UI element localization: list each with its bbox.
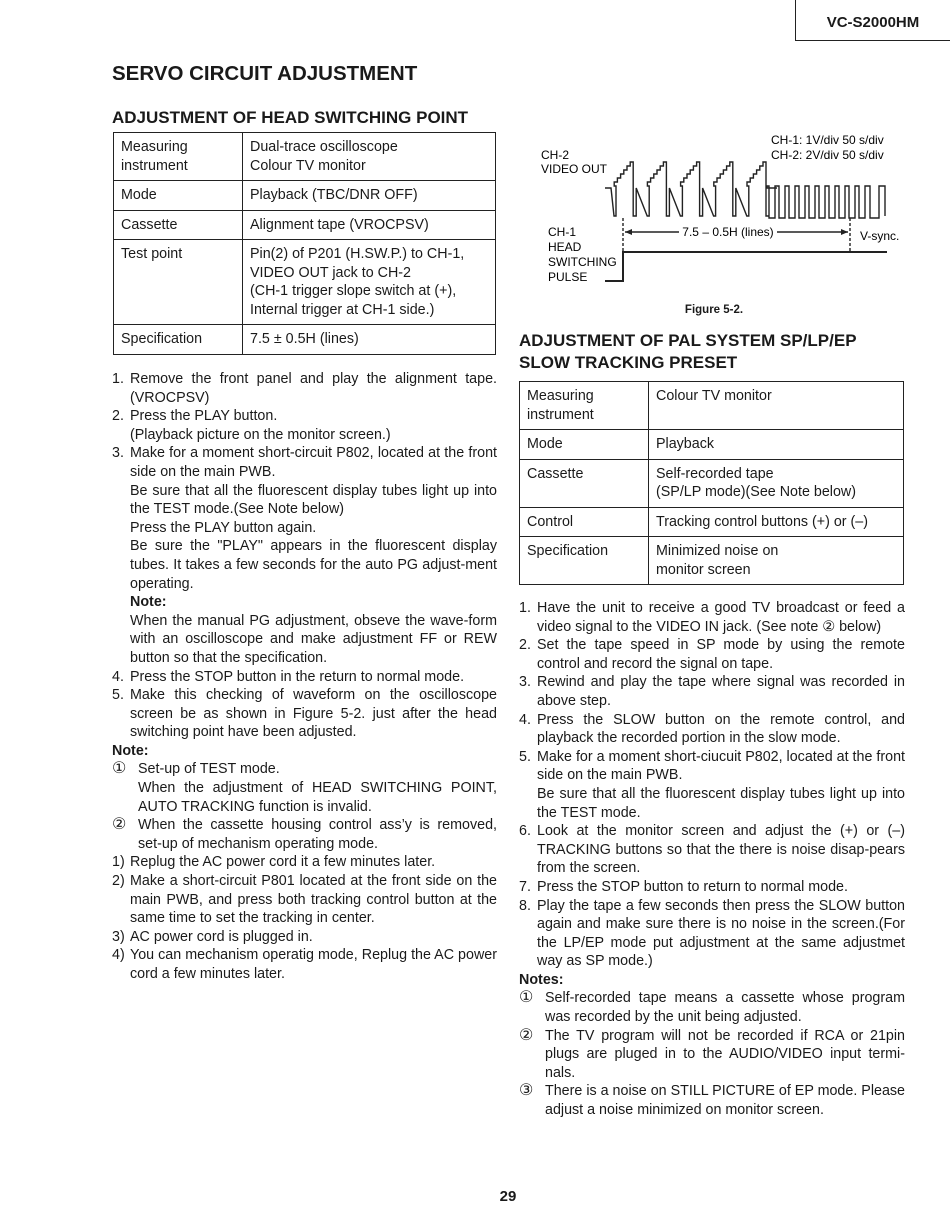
item-number xyxy=(112,537,130,593)
spec-value: Playback xyxy=(649,430,904,460)
item-number xyxy=(519,785,537,822)
spec-row xyxy=(520,459,904,507)
waveform-figure xyxy=(519,128,909,288)
scale-ch1: CH-1: 1V/div 50 s/div xyxy=(771,133,884,147)
item-number: 4) xyxy=(112,947,125,964)
item-number xyxy=(112,519,130,538)
item-text: Self-recorded tape means a cassette whose program was recorded by the unit being adjusted. xyxy=(545,990,905,1026)
item-text: Press the SLOW button on the remote control, and playback the recorded portion in the slow mode. xyxy=(537,711,905,747)
item-text: Make for a moment short-circuit P802, located at the front side on the main PWB. xyxy=(130,445,497,480)
procedure-step xyxy=(112,593,497,612)
note-item xyxy=(519,1027,905,1083)
page-number: 29 xyxy=(499,1188,517,1205)
note-item xyxy=(112,760,497,779)
item-number: ② xyxy=(112,816,127,834)
arrowhead-right xyxy=(841,229,848,235)
section-title-slow-tracking: ADJUSTMENT OF PAL SYSTEM SP/LP/EP SLOW TRACKING PRESET xyxy=(519,331,857,372)
note-item xyxy=(519,1082,905,1119)
spec-key: Measuring instrument xyxy=(520,382,649,430)
spec-key: Mode xyxy=(114,181,243,211)
item-text: Be sure that all the fluorescent display tubes light up into the TEST mode. xyxy=(537,785,905,821)
item-number: ① xyxy=(519,989,534,1007)
item-text: Be sure the "PLAY" appears in the fluorescent display tubes. It takes a few seconds for the auto PG adjust-ment operating. xyxy=(130,538,497,592)
interval-label: 7.5 – 0.5H (lines) xyxy=(682,225,774,239)
procedure-step xyxy=(112,444,497,481)
spec-value: Alignment tape (VROCPSV) xyxy=(243,210,496,240)
item-number: 6. xyxy=(519,823,531,840)
procedure-step xyxy=(519,822,905,878)
sub-step xyxy=(112,928,497,947)
item-number xyxy=(112,612,130,668)
sub-step xyxy=(112,872,497,928)
procedure-slow-tracking xyxy=(519,599,905,1120)
sub-step xyxy=(112,946,497,983)
item-number: ③ xyxy=(519,1082,534,1100)
ch1-label: CH-1 xyxy=(548,225,577,239)
item-number: 7. xyxy=(519,878,531,895)
procedure-step xyxy=(519,711,905,748)
item-text: When the manual PG adjustment, obseve the wave-form with an oscilloscope and make adjustment FF or REW button so that the specification. xyxy=(130,612,497,666)
spec-key: Test point xyxy=(114,240,243,325)
item-number xyxy=(112,482,130,519)
item-number xyxy=(112,593,130,612)
spec-row xyxy=(114,210,496,240)
procedure-step xyxy=(112,370,497,407)
item-number xyxy=(112,779,138,816)
ch1-label-switching: SWITCHING xyxy=(548,255,617,269)
note-label: Note: xyxy=(112,742,149,759)
item-text: Press the PLAY button. xyxy=(130,408,278,425)
item-number: ① xyxy=(112,760,127,778)
item-text: You can mechanism operatig mode, Replug the AC power cord a few minutes later. xyxy=(130,947,497,982)
spec-key: Measuring instrument xyxy=(114,133,243,181)
item-number: 3. xyxy=(112,445,124,462)
procedure-step xyxy=(112,426,497,445)
item-text: Make for a moment short-ciucuit P802, located at the front side on the main PWB. xyxy=(537,748,905,784)
vsync-label: V-sync. xyxy=(860,229,900,243)
section-title-head-switching: ADJUSTMENT OF HEAD SWITCHING POINT xyxy=(112,108,469,127)
spec-value: 7.5 ± 0.5H (lines) xyxy=(243,325,496,355)
spec-table-head-switching xyxy=(113,132,496,355)
item-text: AC power cord is plugged in. xyxy=(130,928,313,945)
spec-value: Tracking control buttons (+) or (–) xyxy=(649,507,904,537)
item-number: 3. xyxy=(519,674,531,691)
item-number: 3) xyxy=(112,928,125,945)
spec-value: Dual-trace oscilloscope Colour TV monitor xyxy=(243,133,496,181)
item-number: 2. xyxy=(112,408,124,425)
spec-row xyxy=(520,430,904,460)
item-text: Look at the monitor screen and adjust the (+) or (–) TRACKING buttons so that the there is noise disap-pears from the screen. xyxy=(537,823,905,877)
item-text: There is a noise on STILL PICTURE of EP mode. Please adjust a noise minimized on monitor screen. xyxy=(545,1083,905,1119)
item-number: ② xyxy=(519,1026,534,1044)
ch1-label-head: HEAD xyxy=(548,240,582,254)
ch1-switching-pulse xyxy=(605,252,887,281)
ch2-video-waveform xyxy=(605,162,885,218)
page-title: SERVO CIRCUIT ADJUSTMENT xyxy=(112,62,418,85)
spec-row xyxy=(520,537,904,585)
item-text: Play the tape a few seconds then press the SLOW button again and make sure there is no noise in the screen.(For the LP/EP mode put adjustment at the same adjustmet way as SP mode.) xyxy=(537,897,905,970)
procedure-step xyxy=(519,878,905,897)
arrowhead-left xyxy=(625,229,632,235)
item-text: Press the STOP button in the return to normal mode. xyxy=(130,668,465,685)
spec-row xyxy=(520,507,904,537)
procedure-step xyxy=(112,482,497,519)
ch2-label-video-out: VIDEO OUT xyxy=(541,162,608,176)
figure-caption: Figure 5-2. xyxy=(684,304,744,316)
procedure-step xyxy=(519,748,905,785)
item-text: Set the tape speed in SP mode by using the remote control and record the signal on tape. xyxy=(537,637,905,672)
spec-row xyxy=(114,240,496,325)
procedure-step xyxy=(519,673,905,710)
item-number: 1. xyxy=(519,600,531,616)
item-text: Note: xyxy=(130,594,167,611)
item-text: When the adjustment of HEAD SWITCHING POINT, AUTO TRACKING function is invalid. xyxy=(138,780,497,815)
item-number: 1) xyxy=(112,854,125,871)
procedure-step xyxy=(112,686,497,742)
item-text: Make this checking of waveform on the oscilloscope screen be as shown in Figure 5-2. just after the head switching point have been adjusted. xyxy=(130,687,497,741)
item-number: 8. xyxy=(519,897,531,914)
item-text: Press the STOP button to return to normal mode. xyxy=(537,878,848,895)
item-text: Remove the front panel and play the alignment tape. (VROCPSV) xyxy=(130,371,497,406)
notes-label: Notes: xyxy=(519,971,564,988)
spec-key: Cassette xyxy=(520,459,649,507)
item-number: 1. xyxy=(112,371,124,387)
item-number xyxy=(112,426,130,445)
item-text: Set-up of TEST mode. xyxy=(138,761,280,778)
spec-key: Mode xyxy=(520,430,649,460)
spec-row xyxy=(114,133,496,181)
procedure-step xyxy=(112,668,497,687)
spec-value: Pin(2) of P201 (H.SW.P.) to CH-1, VIDEO OUT jack to CH-2 (CH-1 trigger slope switch at (+), Internal trigger at CH-1 side.) xyxy=(243,240,496,325)
spec-key: Specification xyxy=(114,325,243,355)
spec-key: Specification xyxy=(520,537,649,585)
item-text: Rewind and play the tape where signal was recorded in above step. xyxy=(537,674,905,709)
spec-value: Colour TV monitor xyxy=(649,382,904,430)
spec-value: Self-recorded tape (SP/LP mode)(See Note below) xyxy=(649,459,904,507)
note-item xyxy=(112,779,497,816)
note-item xyxy=(519,989,905,1026)
item-text: Replug the AC power cord it a few minutes later. xyxy=(130,854,436,871)
spec-row xyxy=(114,325,496,355)
item-number: 4. xyxy=(519,711,531,728)
procedure-step xyxy=(112,537,497,593)
spec-row xyxy=(520,382,904,430)
spec-key: Control xyxy=(520,507,649,537)
item-number: 5. xyxy=(112,687,124,704)
item-text: Have the unit to receive a good TV broadcast or feed a video signal to the VIDEO IN jack. (See note ② below) xyxy=(537,600,905,635)
item-text: When the cassette housing control ass’y is removed, set-up of mechanism operating mode. xyxy=(138,817,497,852)
procedure-step xyxy=(519,897,905,971)
procedure-step xyxy=(112,612,497,668)
ch2-label: CH-2 xyxy=(541,148,570,162)
procedure-step xyxy=(519,785,905,822)
item-text: Press the PLAY button again. xyxy=(130,519,317,536)
procedure-step xyxy=(519,599,905,636)
item-number: 2) xyxy=(112,873,125,890)
spec-value: Minimized noise on monitor screen xyxy=(649,537,904,585)
spec-row xyxy=(114,181,496,211)
item-text: Be sure that all the fluorescent display tubes light up into the TEST mode.(See Note below) xyxy=(130,482,497,518)
item-text: The TV program will not be recorded if RCA or 21pin plugs are pluged in to the AUDIO/VIDEO input termi-nals. xyxy=(545,1027,905,1081)
item-number: 4. xyxy=(112,668,124,685)
model-number: VC-S2000HM xyxy=(795,0,950,41)
ch1-label-pulse: PULSE xyxy=(548,270,588,284)
item-text: (Playback picture on the monitor screen.) xyxy=(130,426,391,443)
item-text: Make a short-circuit P801 located at the front side on the main PWB, and press both tracking control button at the same time to set the tracking in center. xyxy=(130,873,497,927)
note-item xyxy=(112,816,497,853)
item-number: 5. xyxy=(519,748,531,765)
scale-ch2: CH-2: 2V/div 50 s/div xyxy=(771,148,884,162)
procedure-step xyxy=(112,519,497,538)
spec-key: Cassette xyxy=(114,210,243,240)
spec-value: Playback (TBC/DNR OFF) xyxy=(243,181,496,211)
sub-step xyxy=(112,853,497,872)
procedure-step xyxy=(519,636,905,673)
spec-table-slow-tracking xyxy=(519,381,904,585)
procedure-step xyxy=(112,407,497,426)
procedure-head-switching xyxy=(112,370,497,984)
item-number: 2. xyxy=(519,637,531,654)
